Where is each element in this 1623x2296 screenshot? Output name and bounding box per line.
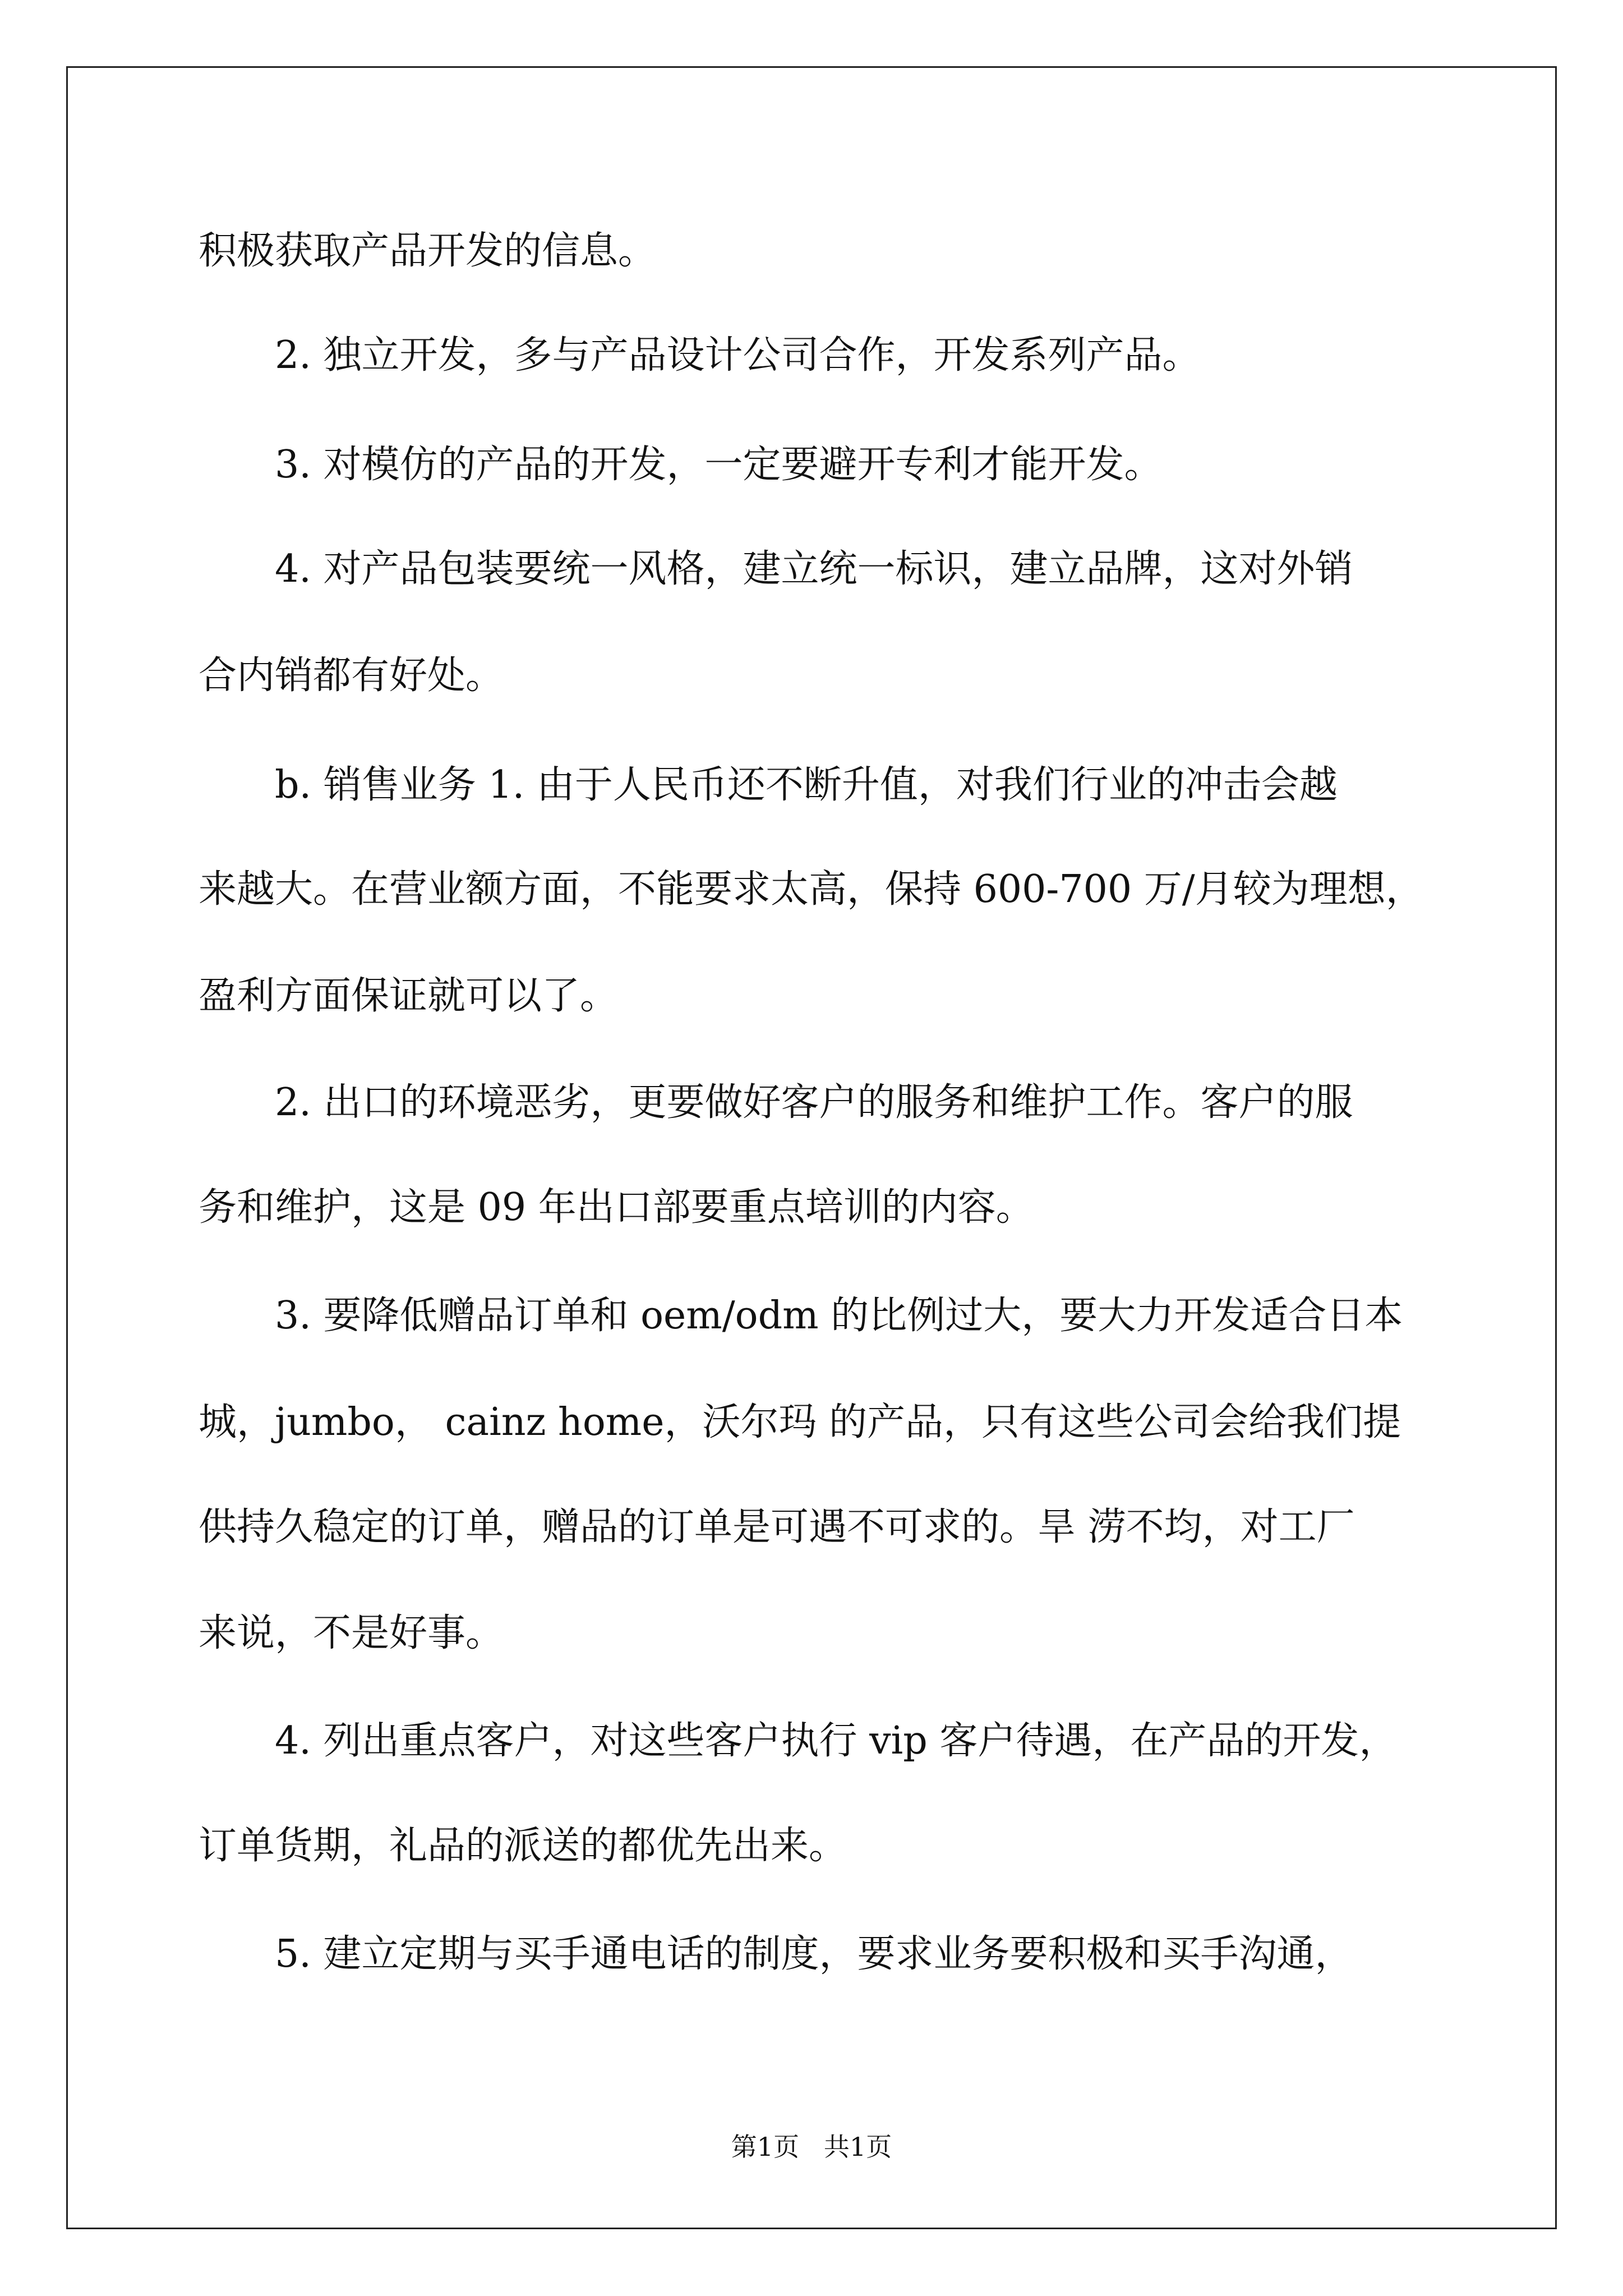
paragraph-line: 2. 出口的环境恶劣，更要做好客户的服务和维护工作。客户的服: [275, 1080, 1353, 1125]
paragraph-line: 城，jumbo， cainz home，沃尔玛 的产品，只有这些公司会给我们提: [199, 1400, 1401, 1444]
paragraph-line: 3. 对模仿的产品的开发，一定要避开专利才能开发。: [275, 443, 1163, 487]
paragraph-line: 合内销都有好处。: [199, 654, 504, 698]
paragraph-line: b. 销售业务 1. 由于人民币还不断升值，对我们行业的冲击会越: [275, 763, 1338, 807]
paragraph-line: 供持久稳定的订单，赠品的订单是可遇不可求的。旱 涝不均，对工厂: [199, 1505, 1355, 1549]
paragraph-line: 4. 列出重点客户，对这些客户执行 vip 客户待遇，在产品的开发，: [275, 1719, 1398, 1763]
paragraph-line: 积极获取产品开发的信息。: [199, 229, 657, 273]
paragraph-line: 4. 对产品包装要统一风格，建立统一标识，建立品牌，这对外销: [275, 547, 1353, 591]
paragraph-line: 5. 建立定期与买手通电话的制度，要求业务要积极和买手沟通，: [275, 1932, 1353, 1976]
paragraph-line: 订单货期，礼品的派送的都优先出来。: [199, 1824, 847, 1868]
paragraph-line: 务和维护，这是 09 年出口部要重点培训的内容。: [199, 1185, 1034, 1230]
paragraph-line: 3. 要降低赠品订单和 oem/odm 的比例过大，要大力开发适合日本: [275, 1294, 1403, 1338]
paragraph-line: 来说，不是好事。: [199, 1611, 504, 1655]
paragraph-line: 盈利方面保证就可以了。: [199, 974, 619, 1018]
paragraph-line: 来越大。在营业额方面，不能要求太高，保持 600-700 万/月较为理想，: [199, 867, 1424, 912]
page-border: [66, 66, 1557, 2229]
paragraph-line: 2. 独立开发，多与产品设计公司合作，开发系列产品。: [275, 333, 1201, 378]
page-number-footer: 第1页 共1页: [731, 2132, 892, 2162]
